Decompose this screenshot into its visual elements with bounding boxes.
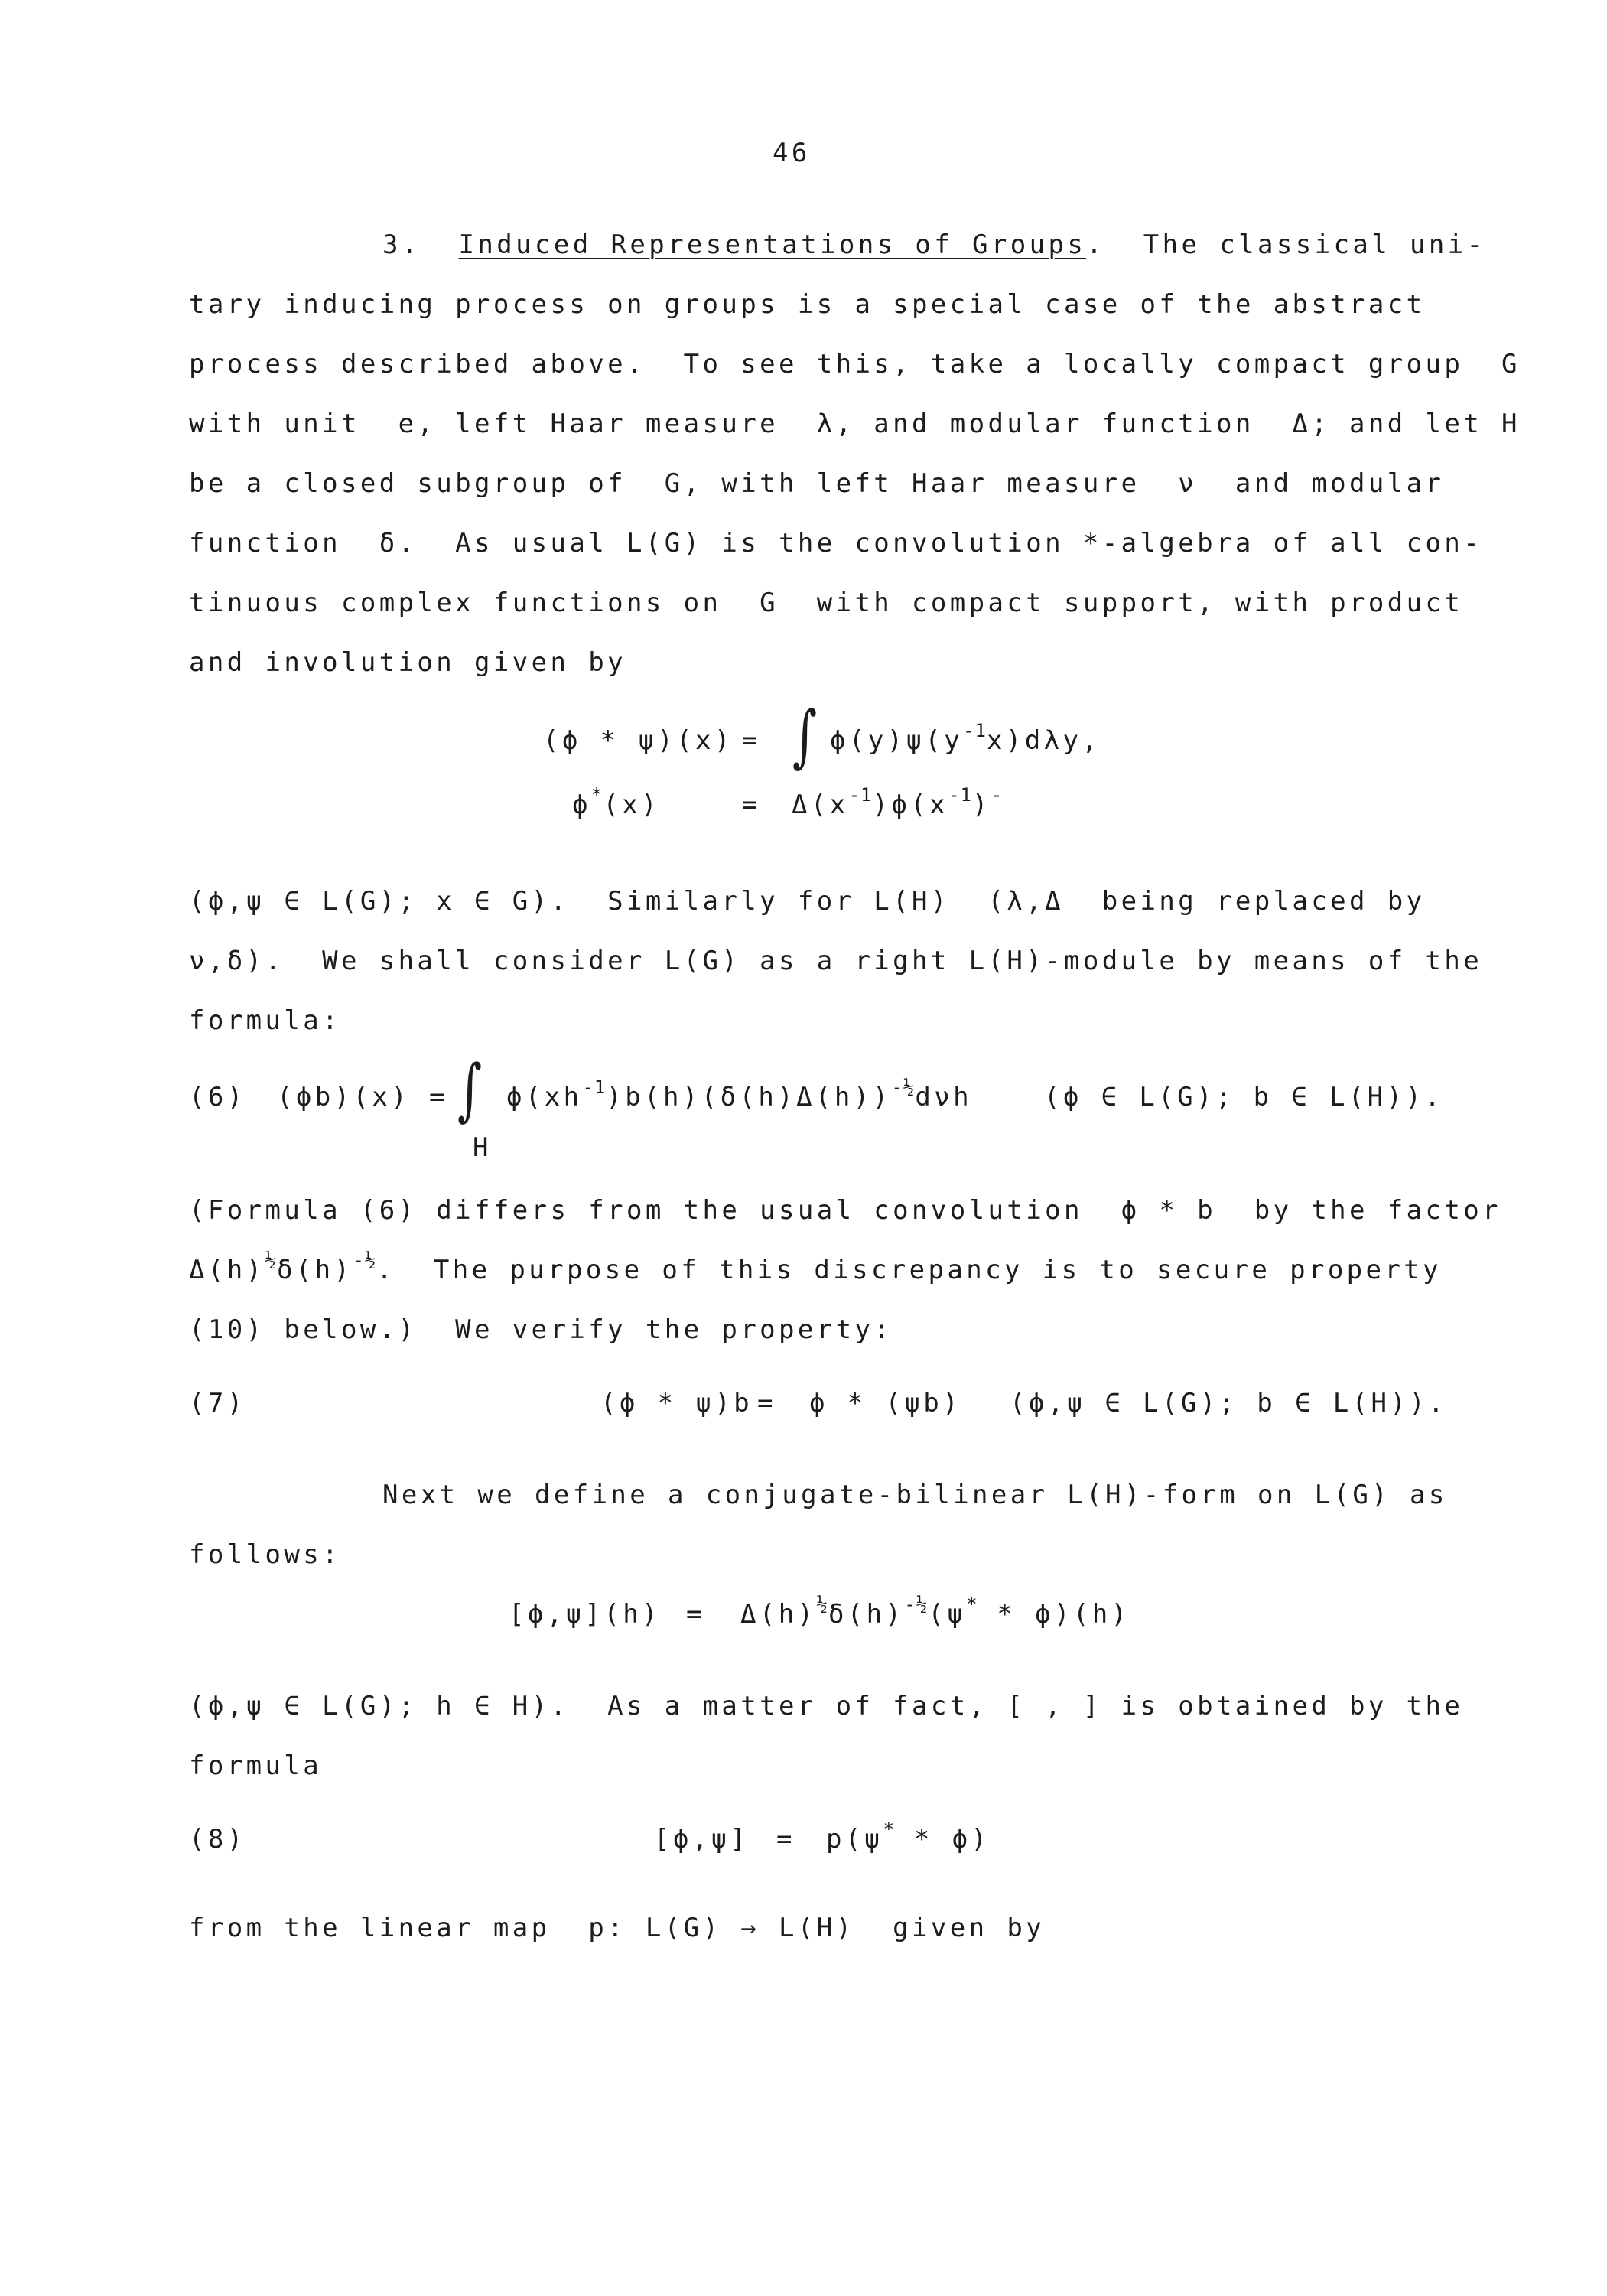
para3-line3: (10) below.) We verify the property: [189, 1314, 893, 1345]
eq7-lhs: (ϕ * ψ)b [600, 1388, 753, 1418]
eq8-lhs: [ϕ,ψ] [654, 1824, 750, 1855]
section-heading-line [382, 230, 1485, 260]
eq-form-equals: = [686, 1599, 705, 1630]
eq6-integral-subscript: H [473, 1132, 492, 1163]
para3-line2: $\Delta(h)^{\frac{1}{2}}\delta(h)^{-\frac{1}{2}}$. The purpose of this discrepancy is to secure property [189, 1249, 1443, 1285]
para1-line2: tary inducing process on groups is a special case of the abstract [189, 289, 1426, 320]
eq6-label: (6) [189, 1082, 246, 1112]
section-number: 3. [382, 230, 421, 260]
eq-form-rhs: $\Delta(h)^{\frac{1}{2}}\delta(h)^{-\frac{1}{2}}(\psi^* * \phi)(h)$ [740, 1593, 1130, 1630]
para6-line1: from the linear map p: L(G) → L(H) given by [189, 1913, 1046, 1943]
eq8-rhs: p(ψ* * ϕ) [826, 1818, 991, 1855]
eq-conv-rhs: $\phi(y)\psi(y^{-1}x)d\lambda y$, [830, 719, 1101, 756]
eq7-rhs: ϕ * (ψb) [809, 1388, 961, 1418]
eq7-condition: (ϕ,ψ ∈ L(G); b ∈ L(H)). [1010, 1388, 1448, 1418]
para2-line1: (ϕ,ψ ∈ L(G); x ∈ G). Similarly for L(H) (λ,Δ being replaced by [189, 886, 1426, 917]
page-number: 46 [773, 138, 811, 168]
para3-line1: (Formula (6) differs from the usual convolution ϕ * b by the factor [189, 1195, 1502, 1226]
eq8-equals: = [776, 1824, 795, 1855]
para1-line5: be a closed subgroup of G, with left Haar measure ν and modular [189, 468, 1445, 499]
eq-inv-lhs: ϕ*(x) [572, 783, 660, 820]
eq6-integrand: $\phi(xh^{-1})b(h)(\delta(h)\Delta(h))^{-\frac{1}{2}}d\nu h$ [506, 1076, 972, 1112]
para4-line1: Next we define a conjugate-bilinear L(H)-form on L(G) as [382, 1480, 1448, 1510]
para2-line3: formula: [189, 1005, 341, 1036]
eq8-label: (8) [189, 1824, 246, 1855]
section-title: Induced Representations of Groups [458, 230, 1087, 260]
eq-conv-lhs: (ϕ * ψ)(x) [543, 725, 734, 756]
eq-conv-equals: = [742, 725, 761, 756]
eq6-condition: (ϕ ∈ L(G); b ∈ L(H)). [1044, 1082, 1444, 1112]
integral-sign-eq6: ∫ [457, 1050, 483, 1128]
eq7-label: (7) [189, 1388, 246, 1418]
para5-line2: formula [189, 1750, 323, 1781]
eq-inv-equals: = [742, 790, 761, 820]
eq6-lhs: (ϕb)(x) = [277, 1082, 448, 1112]
para2-line2: ν,δ). We shall consider L(G) as a right L(H)-module by means of the [189, 946, 1483, 976]
para4-line2: follows: [189, 1539, 341, 1570]
para1-line6: function δ. As usual L(G) is the convolution *-algebra of all con- [189, 528, 1483, 559]
para1-line7: tinuous complex functions on G with compact support, with product [189, 588, 1464, 618]
para1-line3: process described above. To see this, take a locally compact group G [189, 349, 1521, 379]
eq-inv-rhs: $\Delta(x^{-1})\phi(x^{-1})^-$ [792, 783, 1004, 820]
para5-line1: (ϕ,ψ ∈ L(G); h ∈ H). As a matter of fact, [ , ] is obtained by the [189, 1691, 1464, 1721]
para1-line4: with unit e, left Haar measure λ, and modular function Δ; and let H [189, 409, 1521, 439]
eq7-equals: = [757, 1388, 776, 1418]
para1-line8: and involution given by [189, 647, 627, 678]
para1-line1-tail: . The classical uni- [1086, 230, 1486, 260]
integral-sign-conv: ∫ [792, 696, 818, 775]
eq-form-lhs: [ϕ,ψ](h) [509, 1599, 661, 1630]
